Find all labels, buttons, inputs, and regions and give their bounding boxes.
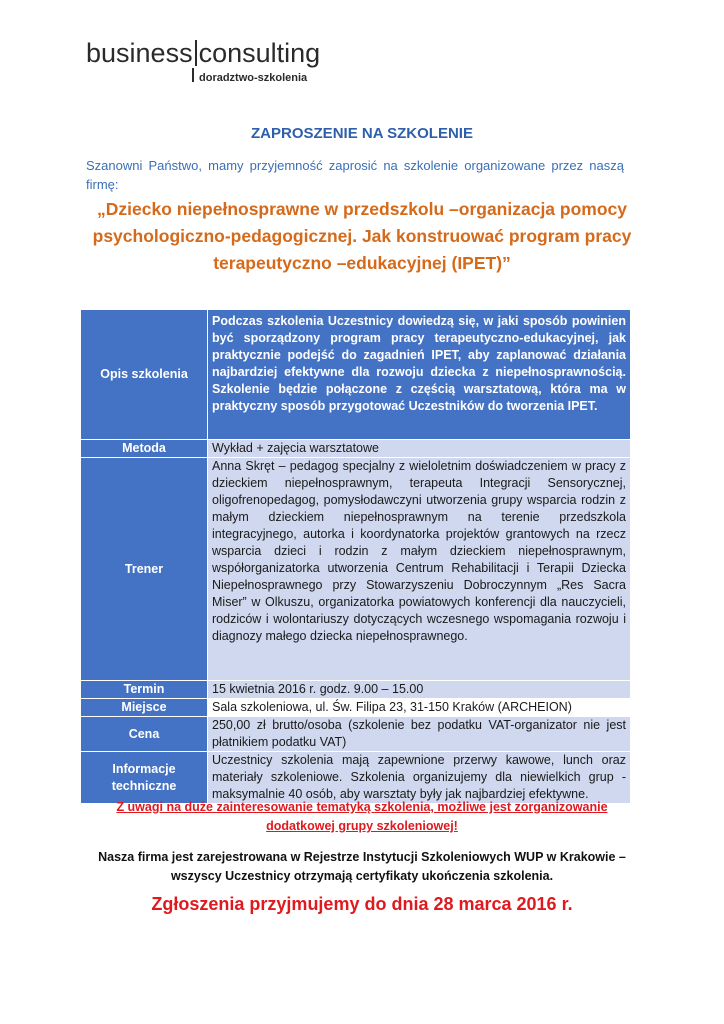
course-title-line-2: psychologiczno-pedagogicznej. Jak konstruować program pracy (92, 226, 632, 246)
logo-tagline: doradztwo-szkolenia (199, 72, 308, 84)
method-value: Wykład + zajęcia warsztatowe (208, 440, 631, 458)
description-value: Podczas szkolenia Uczestnicy dowiedzą się, w jaki sposób powinien być sporządzony program pracy terapeutyczno-edukacyjnej, jak praktycznie podejść do zagadnień IPET, aby zaplanować działania najbardziej efektywne dla rozwoju dziecka z niepełnosprawnością. Szkolenie będzie połączone z częścią warsztatową, która ma w praktyczny sposób przygotować Uczestników do tworzenia IPET. (208, 310, 631, 440)
price-label: Cena (81, 717, 208, 752)
price-value: 250,00 zł brutto/osoba (szkolenie bez podatku VAT-organizator nie jest płatnikiem podatku VAT) (208, 717, 631, 752)
course-title-line-3: terapeutyczno –edukacyjnej (IPET)” (213, 253, 511, 273)
date-label: Termin (81, 681, 208, 699)
logo-divider (195, 40, 197, 66)
logo-tagline-box (192, 68, 307, 82)
logo-wordmark (86, 38, 320, 68)
table-row-description (81, 310, 631, 440)
trainer-label: Trener (81, 458, 208, 681)
method-label: Metoda (81, 440, 208, 458)
table-row-date (81, 681, 631, 699)
certificate-notice: Nasza firma jest zarejestrowana w Rejestrze Instytucji Szkoleniowych WUP w Krakowie – wszyscy Uczestnicy otrzymają certyfikaty ukończenia szkolenia. (98, 850, 626, 883)
technical-info-label: Informacje techniczne (81, 752, 208, 804)
table-row-method (81, 440, 631, 458)
logo-word-consulting: consulting (198, 38, 321, 68)
table-row-location (81, 699, 631, 717)
logo-word-business: business (86, 38, 193, 68)
invitation-title: ZAPROSZENIE NA SZKOLENIE (251, 125, 473, 142)
technical-info-value: Uczestnicy szkolenia mają zapewnione przerwy kawowe, lunch oraz materiały szkoleniowe. Szkolenia organizujemy dla niewielkich grup - maksymalnie 40 osób, aby warsztaty były jak najbardziej efektywne. (208, 752, 631, 804)
table-row-technical-info (81, 752, 631, 804)
table-row-trainer (81, 458, 631, 681)
trainer-value: Anna Skręt – pedagog specjalny z wieloletnim doświadczeniem w pracy z dzieckiem niepełnosprawnym, terapeuta Integracji Sensorycznej, oligofrenopedagog, pomysłodawczyni utworzenia grupy wsparcia rodzin z małym dzieckiem niepełnosprawnym na terenie przedszkola integracyjnego, autorka i koordynatorka projektów grantowych na rzecz wsparcia dzieci i rodzin z małym dzieckiem niepełnosprawnym, współorganizatorka utworzenia Centrum Rehabilitacji i Terapii Dziecka Niepełnosprawnego przy Stowarzyszeniu Dobroczynnym „Res Sacra Miser” w Olkuszu, organizatorka powiatowych konferencji dla nauczycieli, rodziców i wolontariuszy dotyczących wczesnego wspomagania rozwoju i diagnozy małego dziecka niepełnosprawnego. (208, 458, 631, 681)
description-label: Opis szkolenia (81, 310, 208, 440)
date-value: 15 kwietnia 2016 r. godz. 9.00 – 15.00 (208, 681, 631, 699)
company-logo (86, 38, 321, 84)
course-title-line-1: „Dziecko niepełnosprawne w przedszkolu –organizacja pomocy (97, 199, 627, 219)
training-details-table (80, 309, 631, 804)
table-row-price (81, 717, 631, 752)
registration-deadline: Zgłoszenia przyjmujemy do dnia 28 marca 2016 r. (151, 894, 573, 914)
intro-text: Szanowni Państwo, mamy przyjemność zaprosić na szkolenie organizowane przez naszą firmę: (86, 158, 624, 192)
additional-group-notice: Z uwagi na duże zainteresowanie tematyką szkolenia, możliwe jest zorganizowanie dodatkowej grupy szkoleniowej! (116, 800, 608, 833)
location-value: Sala szkoleniowa, ul. Św. Filipa 23, 31-150 Kraków (ARCHEION) (208, 699, 631, 717)
course-title (86, 196, 638, 277)
location-label: Miejsce (81, 699, 208, 717)
